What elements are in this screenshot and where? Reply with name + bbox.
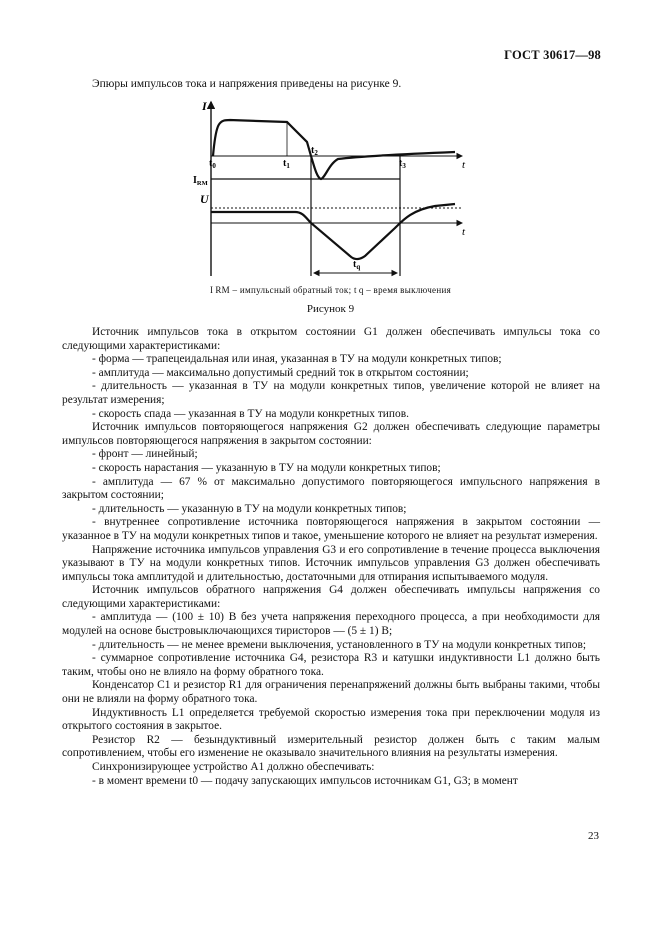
svg-text:t2: [311, 145, 318, 157]
t3-label: t: [399, 158, 403, 169]
paragraph: - в момент времени t0 — подачу запускающих импульсов источникам G1, G3; в момент: [92, 774, 518, 787]
svg-text:IRM: [193, 175, 208, 187]
voltage-waveform: [211, 204, 455, 259]
paragraph: - форма — трапецеидальная или иная, указанная в ТУ на модули конкретных типов;: [92, 353, 502, 366]
paragraph: - амплитуда — максимально допустимый средний ток в открытом состоянии;: [92, 366, 469, 379]
document-header: ГОСТ 30617—98: [504, 48, 601, 62]
paragraph: - внутреннее сопротивление источника повторяющегося напряжения в закрытом состоянии — указанное в ТУ на модули конкретных типов и такое, уменьшение которого не влияет на результат измерения.: [62, 516, 600, 542]
t2-label: t: [311, 145, 315, 156]
paragraph: Источник импульсов обратного напряжения G4 должен обеспечивать импульсы напряжения со следующими характеристиками:: [62, 584, 600, 610]
current-time-axis-label: t: [462, 159, 466, 171]
paragraph: - суммарное сопротивление источника G4, резистора R3 и катушки индуктивности L1 должно быть таким, чтобы оно не влияло на форму обратного тока.: [62, 652, 600, 678]
paragraph: - длительность — указанную в ТУ на модули конкретных типов;: [92, 502, 407, 515]
page-number: 23: [588, 830, 599, 842]
t3-label-sub: 3: [402, 162, 406, 170]
paragraph: - длительность — указанная в ТУ на модули конкретных типов, увеличение которой не влияет на результат измерения;: [62, 380, 600, 406]
figure-title: Рисунок 9: [306, 303, 355, 315]
paragraph: Синхронизирующее устройство A1 должно обеспечивать:: [92, 761, 375, 773]
tq-label-sub: q: [356, 263, 361, 271]
paragraph: - скорость нарастания — указанную в ТУ на модули конкретных типов;: [92, 461, 441, 474]
t0-label: t: [209, 158, 213, 169]
paragraph: Источник импульсов тока в открытом состоянии G1 должен обеспечивать импульсы тока со следующими характеристиками:: [62, 326, 600, 352]
svg-text:t1: [283, 158, 290, 170]
svg-text:tq: [353, 259, 360, 271]
irm-label: I: [193, 175, 197, 186]
paragraph: - скорость спада — указанная в ТУ на модули конкретных типов.: [92, 407, 409, 420]
irm-label-sub: RM: [196, 180, 208, 187]
voltage-axis-label: U: [200, 192, 209, 206]
current-axis-label: I: [202, 99, 207, 113]
body-text: [62, 326, 600, 788]
waveform-figure: [190, 96, 480, 286]
figure-intro-text: Эпюры импульсов тока и напряжения приведены на рисунке 9.: [92, 78, 402, 90]
paragraph: - амплитуда — (100 ± 10) В без учета напряжения переходного процесса, а при необходимости для модулей на основе быстровыключающихся тиристоров — (5 ± 1) В;: [62, 611, 600, 638]
paragraph: - амплитуда — 67 % от максимально допустимого повторяющегося импульсного напряжения в закрытом состоянии;: [62, 475, 600, 502]
paragraph: Индуктивность L1 определяется требуемой скоростью измерения тока при переключении модуля из открытого состояния в закрытое.: [62, 706, 600, 733]
paragraph: - фронт — линейный;: [92, 448, 198, 461]
current-waveform: [213, 120, 455, 179]
paragraph: - длительность — не менее времени выключения, установленного в ТУ на модули конкретных типов;: [92, 638, 587, 651]
svg-text:t0: [209, 158, 216, 170]
t1-label: t: [283, 158, 287, 169]
t1-label-sub: 1: [286, 162, 290, 170]
paragraph: Конденсатор C1 и резистор R1 для ограничения перенапряжений должны быть выбраны такими, чтобы они не влияли на форму обратного тока.: [62, 679, 600, 706]
voltage-time-axis-label: t: [462, 226, 466, 238]
paragraph: Резистор R2 — безындуктивный измерительный резистор должен быть с таким малым сопротивлением, чтобы его изменение не оказывало значительного влияния на результаты измерения.: [62, 733, 600, 760]
figure-caption: I RM – импульсный обратный ток; t q – время выключения: [209, 285, 452, 295]
paragraph: Напряжение источника импульсов управления G3 и его сопротивление в течение процесса выключения указывают в ТУ на модули конкретных типов. Источник импульсов управления G3 должен обеспечивать импульсы тока амплитудой и длительностью, достаточными для отпирания испытываемого модуля.: [62, 543, 600, 583]
t2-label-sub: 2: [314, 149, 318, 157]
tq-label: t: [353, 259, 357, 270]
t0-label-sub: 0: [212, 162, 216, 170]
paragraph: Источник импульсов повторяющегося напряжения G2 должен обеспечивать следующие параметры импульсов повторяющегося напряжения в закрытом состоянии:: [62, 421, 600, 447]
